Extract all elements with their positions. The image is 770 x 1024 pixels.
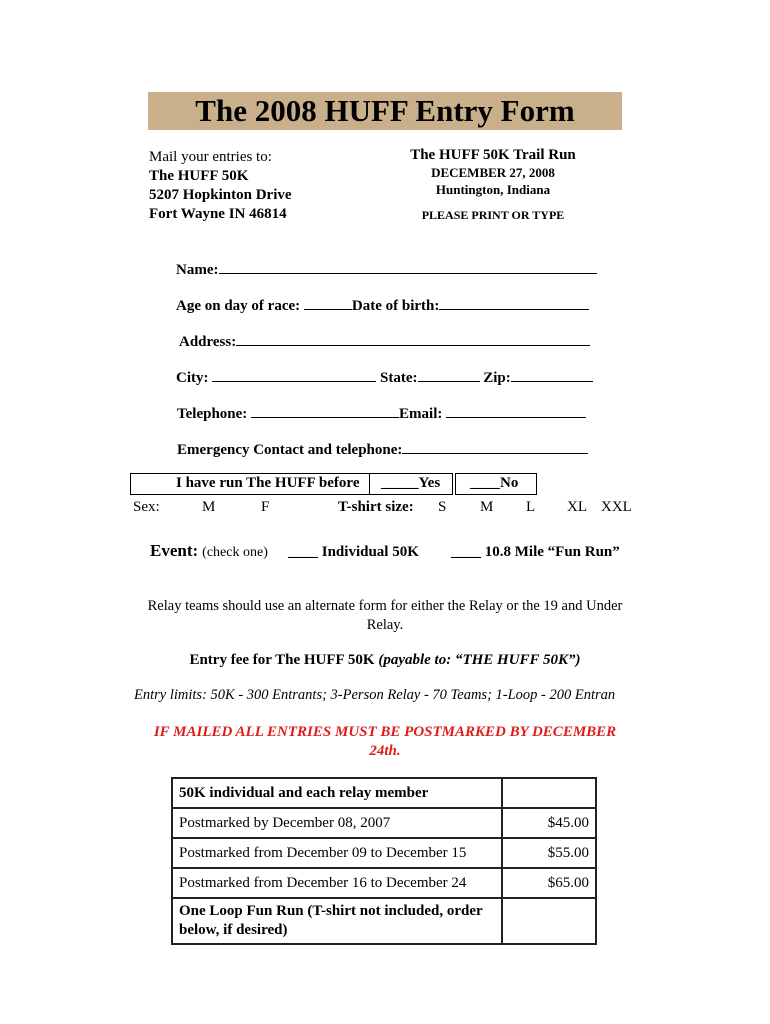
telephone-row: Telephone: Email: xyxy=(177,403,586,423)
mail-city: Fort Wayne IN 46814 xyxy=(149,206,287,222)
tshirt-size-xxl[interactable]: XXL xyxy=(601,499,632,515)
race-info xyxy=(383,146,603,223)
deadline-line2: 24th. xyxy=(369,743,401,759)
emergency-row xyxy=(177,439,588,459)
event-individual-50k[interactable]: ____ Individual 50K xyxy=(288,544,419,560)
tshirt-size-m[interactable]: M xyxy=(480,499,494,515)
dob-label: Date of birth: xyxy=(351,298,440,314)
city-row: City: State: Zip: xyxy=(176,367,593,387)
event-fun-run[interactable]: ____ 10.8 Mile “Fun Run” xyxy=(451,544,620,560)
deadline-line1: IF MAILED ALL ENTRIES MUST BE POSTMARKED BY DECEMBER xyxy=(153,724,617,740)
tshirt-label: T-shirt size: xyxy=(338,499,414,515)
deadline-notice xyxy=(0,723,770,761)
fee-header-price xyxy=(502,778,596,808)
zip-label: Zip xyxy=(483,370,506,386)
fee-header: 50K individual and each relay member xyxy=(172,778,502,808)
zip-field[interactable] xyxy=(511,367,593,382)
form-title: The 2008 HUFF Entry Form xyxy=(148,92,622,130)
age-row xyxy=(176,295,589,315)
tshirt-size-l[interactable]: L xyxy=(526,499,536,515)
entry-limits: Entry limits: 50K - 300 Entrants; 3-Person Relay - 70 Teams; 1-Loop - 200 Entran xyxy=(134,687,616,703)
state-label: State xyxy=(380,370,413,386)
relay-note-line2: Relay. xyxy=(366,617,404,633)
event-row xyxy=(150,541,268,561)
state-field[interactable] xyxy=(418,367,480,382)
fee-label: Postmarked from December 09 to December 15 xyxy=(172,838,502,868)
huff-before-label: I have run The HUFF before xyxy=(176,475,360,491)
city-label: City xyxy=(176,370,204,386)
table-row xyxy=(172,808,596,838)
relay-note xyxy=(0,597,770,635)
sex-label: Sex: xyxy=(133,499,160,515)
fun-run-line2: below, if desired) xyxy=(179,922,288,938)
fun-run-price xyxy=(502,898,596,944)
name-label: Name xyxy=(176,262,214,278)
fee-price: $65.00 xyxy=(502,868,596,898)
address-label: Address xyxy=(179,334,232,350)
relay-note-line1: Relay teams should use an alternate form for either the Relay or the 19 and Under xyxy=(147,598,623,614)
email-field[interactable] xyxy=(446,403,586,418)
name-row: Name: xyxy=(176,259,597,279)
fee-label: Postmarked by December 08, 2007 xyxy=(172,808,502,838)
address-row: Address: xyxy=(179,331,590,351)
yes-option[interactable]: _____Yes xyxy=(381,475,441,491)
print-instruction: PLEASE PRINT OR TYPE xyxy=(421,208,565,222)
fun-run-line1: One Loop Fun Run (T-shirt not included, order xyxy=(179,903,483,919)
sex-m[interactable]: M xyxy=(202,499,216,515)
race-location: Huntington, Indiana xyxy=(435,182,551,197)
age-label: Age on day of race: xyxy=(176,298,301,314)
email-label: Email xyxy=(399,406,438,422)
race-name: The HUFF 50K Trail Run xyxy=(410,147,576,163)
fee-price: $45.00 xyxy=(502,808,596,838)
name-field[interactable] xyxy=(219,259,597,274)
event-label: Event: xyxy=(150,541,199,560)
mail-name: The HUFF 50K xyxy=(149,168,249,184)
table-row xyxy=(172,868,596,898)
city-field[interactable] xyxy=(212,367,376,382)
fee-price: $55.00 xyxy=(502,838,596,868)
emergency-field[interactable] xyxy=(402,439,588,454)
address-field[interactable] xyxy=(236,331,590,346)
entry-fee-payable: (payable to: “THE HUFF 50K”) xyxy=(378,652,581,668)
sex-f[interactable]: F xyxy=(261,499,270,515)
fee-table xyxy=(171,777,597,945)
tshirt-size-xl[interactable]: XL xyxy=(567,499,587,515)
telephone-field[interactable] xyxy=(251,403,399,418)
fun-run-fee xyxy=(172,898,502,944)
race-date: DECEMBER 27, 2008 xyxy=(431,165,555,180)
fee-label: Postmarked from December 16 to December 24 xyxy=(172,868,502,898)
no-option[interactable]: ____No xyxy=(470,475,519,491)
dob-field[interactable] xyxy=(439,295,589,310)
entry-fee-line xyxy=(0,652,770,669)
age-field[interactable] xyxy=(304,295,352,310)
table-row xyxy=(172,778,596,808)
table-row xyxy=(172,898,596,944)
emergency-label: Emergency Contact and telephone: xyxy=(177,442,403,458)
entry-fee-prefix: Entry fee for The HUFF 50K xyxy=(189,652,379,668)
telephone-label: Telephone xyxy=(177,406,243,422)
event-hint: (check one) xyxy=(202,545,268,560)
mail-street: 5207 Hopkinton Drive xyxy=(149,187,292,203)
mailing-address xyxy=(149,148,292,224)
table-row xyxy=(172,838,596,868)
mail-intro: Mail your entries to: xyxy=(149,149,272,165)
tshirt-size-s[interactable]: S xyxy=(438,499,447,515)
